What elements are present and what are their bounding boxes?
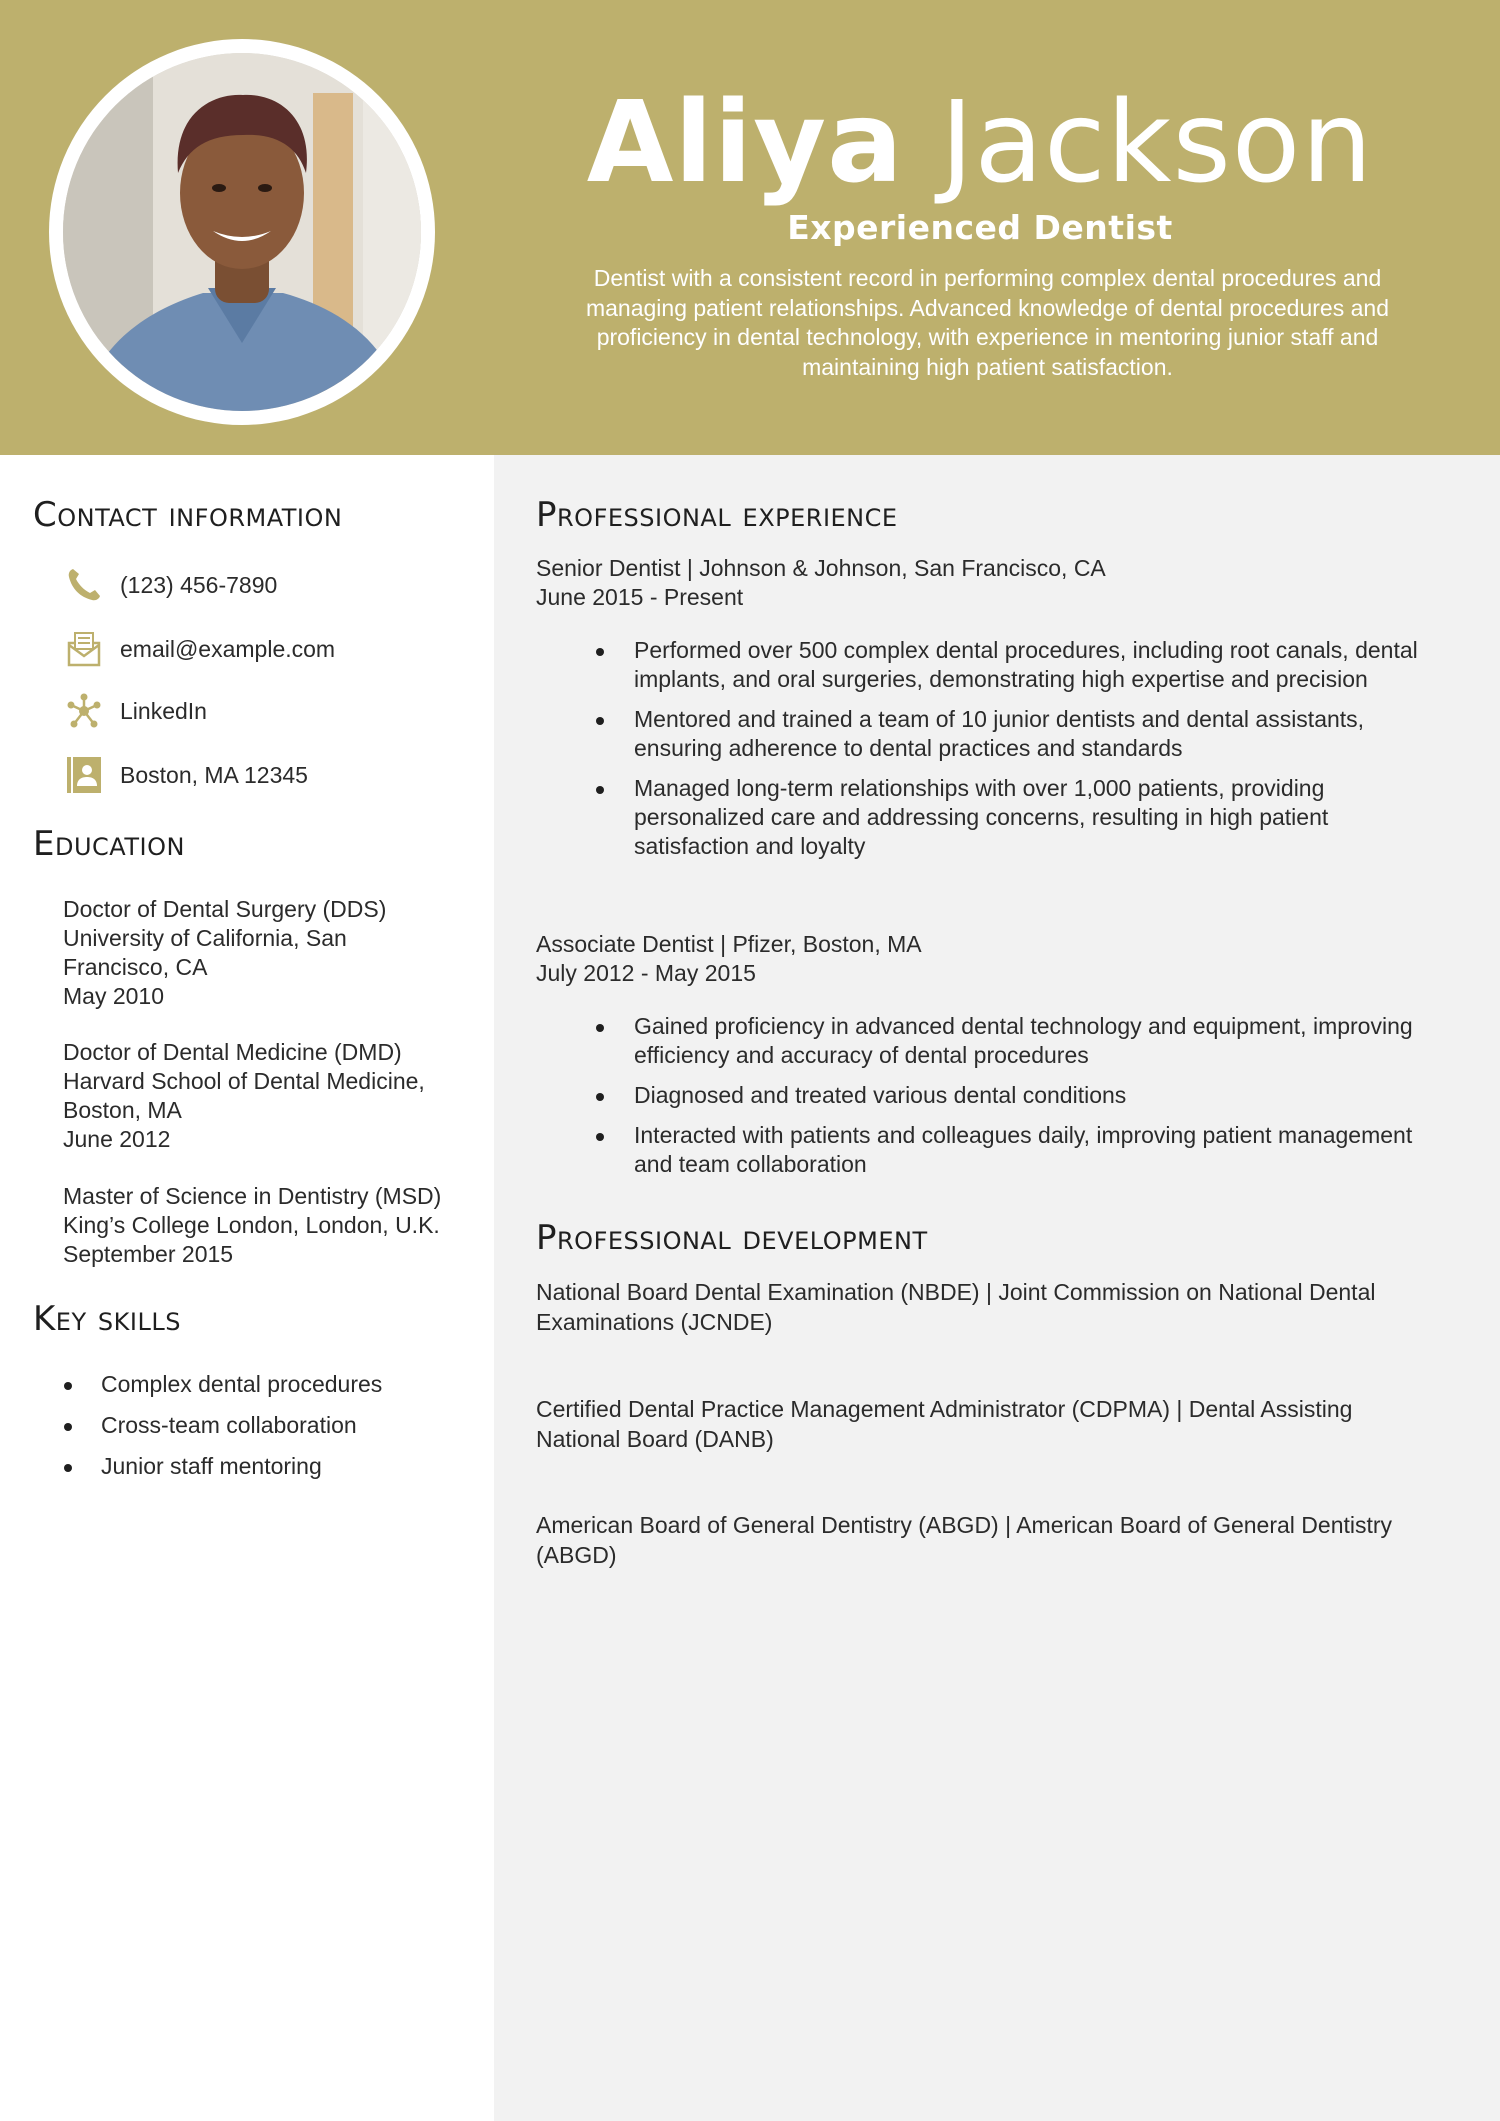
- job-bullets: [596, 1012, 1436, 1190]
- skills-heading: Key skills: [33, 1299, 181, 1339]
- education-date: May 2010: [63, 983, 165, 1009]
- header-banner: [0, 0, 1500, 455]
- skills-list: [63, 1370, 463, 1493]
- first-name: Aliya: [586, 78, 904, 208]
- job-bullets: [596, 636, 1436, 872]
- education-degree: Master of Science in Dentistry (MSD): [63, 1183, 442, 1209]
- skill-item: Complex dental procedures: [63, 1370, 463, 1399]
- education-degree: Doctor of Dental Surgery (DDS): [63, 896, 387, 922]
- profile-summary: Dentist with a consistent record in performing complex dental procedures and managing patient relationships. Advanced knowledge of dental procedures and proficiency in dental technology, with experience in mentoring junior staff and maintaining high patient satisfaction.: [585, 265, 1389, 380]
- education-school: University of California, San Francisco, CA: [63, 925, 347, 980]
- certification-item: National Board Dental Examination (NBDE) | Joint Commission on National Dental Examinations (JCNDE): [536, 1279, 1376, 1335]
- job-bullet: Gained proficiency in advanced dental technology and equipment, improving efficiency and accuracy of dental procedures: [596, 1012, 1436, 1070]
- job-bullet: Mentored and trained a team of 10 junior dentists and dental assistants, ensuring adherence to dental practices and standards: [596, 705, 1436, 763]
- job-role: Associate Dentist | Pfizer, Boston, MA: [536, 931, 922, 957]
- development-heading: Professional development: [536, 1218, 928, 1258]
- address-card-icon: [62, 753, 106, 797]
- contact-email: [62, 625, 335, 673]
- contact-phone: [62, 561, 277, 609]
- education-date: June 2012: [63, 1126, 171, 1152]
- education-entry: [63, 1038, 473, 1154]
- job-dates: June 2015 - Present: [536, 584, 744, 610]
- certification-item: American Board of General Dentistry (ABGD) | American Board of General Dentistry (ABGD): [536, 1512, 1393, 1568]
- job-bullet: Managed long-term relationships with over 1,000 patients, providing personalized care and addressing concerns, resulting in high patient satisfaction and loyalty: [596, 774, 1436, 861]
- last-name: Jackson: [940, 78, 1374, 208]
- job-bullet: Performed over 500 complex dental procedures, including root canals, dental implants, and oral surgeries, demonstrating high expertise and precision: [596, 636, 1436, 694]
- skill-item: Cross-team collaboration: [63, 1411, 463, 1440]
- contact-address: [62, 751, 308, 799]
- education-school: King’s College London, London, U.K.: [63, 1212, 440, 1238]
- envelope-icon: [62, 627, 106, 671]
- contact-email-text: email@example.com: [120, 635, 336, 662]
- skill-item: Junior staff mentoring: [63, 1452, 463, 1481]
- job-bullet: Diagnosed and treated various dental conditions: [596, 1081, 1436, 1110]
- education-entry: [63, 895, 473, 1011]
- contact-address-text: Boston, MA 12345: [120, 761, 308, 788]
- profile-photo: [63, 53, 421, 411]
- certification-item: Certified Dental Practice Management Administrator (CDPMA) | Dental Assisting National Board (DANB): [536, 1396, 1353, 1452]
- profile-photo-frame: [49, 39, 435, 425]
- job-bullet: Interacted with patients and colleagues daily, improving patient management and team collaboration: [596, 1121, 1436, 1179]
- job-title: Experienced Dentist: [787, 208, 1173, 247]
- job-dates: July 2012 - May 2015: [536, 960, 756, 986]
- education-degree: Doctor of Dental Medicine (DMD): [63, 1039, 402, 1065]
- contact-phone-text: (123) 456-7890: [120, 571, 278, 598]
- candidate-name: [480, 78, 1480, 208]
- education-date: September 2015: [63, 1241, 234, 1267]
- contact-linkedin-text: LinkedIn: [120, 697, 207, 724]
- experience-heading: Professional experience: [536, 495, 898, 535]
- job-header: [536, 554, 1436, 612]
- contact-heading: Contact information: [33, 495, 343, 535]
- network-icon: [62, 689, 106, 733]
- job-header: [536, 930, 1436, 988]
- education-heading: Education: [33, 824, 185, 864]
- job-role: Senior Dentist | Johnson & Johnson, San Francisco, CA: [536, 555, 1106, 581]
- education-entry: [63, 1182, 473, 1269]
- phone-icon: [62, 563, 106, 607]
- contact-linkedin: [62, 687, 207, 735]
- education-school: Harvard School of Dental Medicine, Boston, MA: [63, 1068, 425, 1123]
